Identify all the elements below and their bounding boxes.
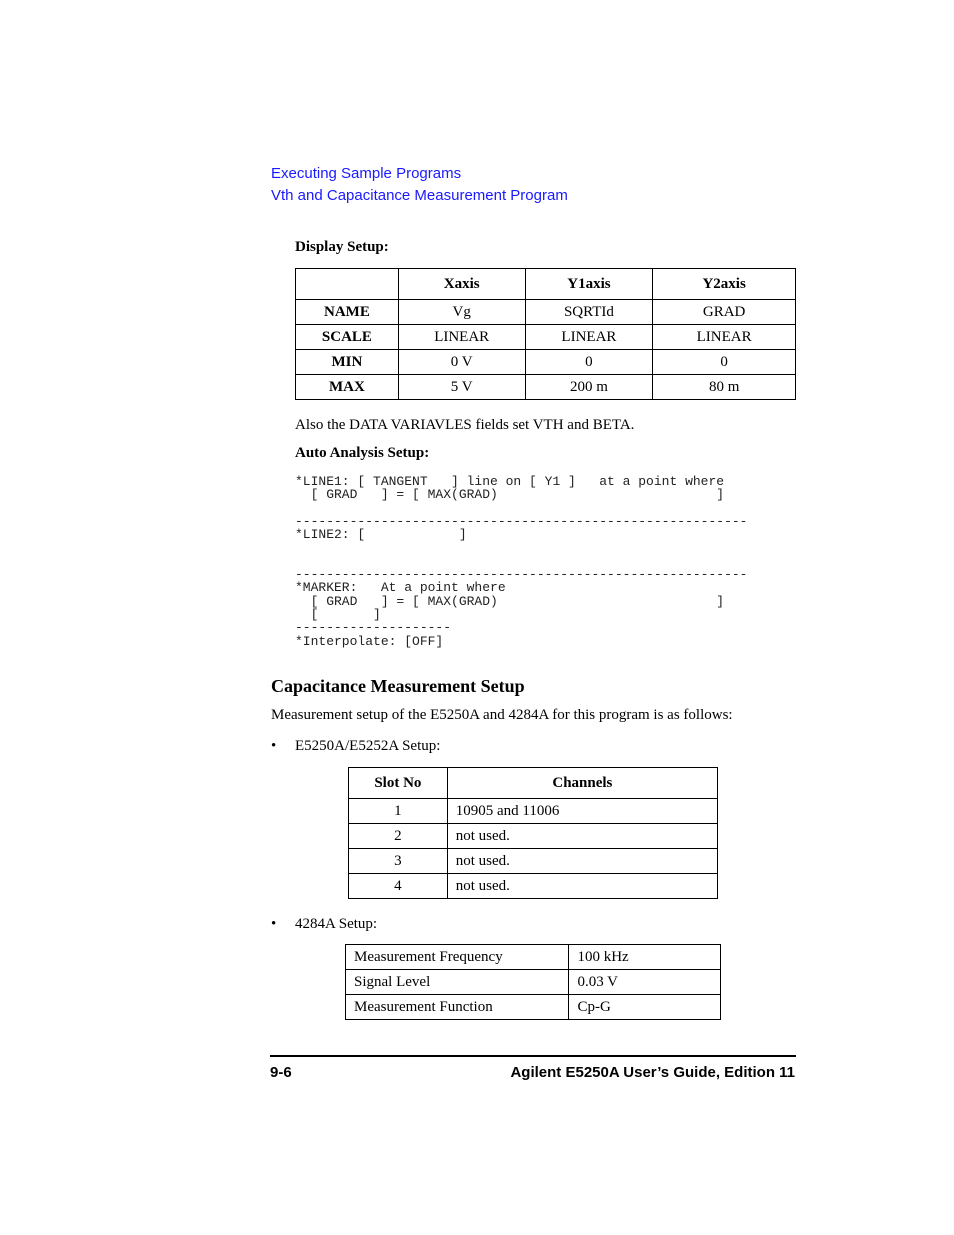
slot-table: [348, 767, 718, 899]
row-label: MIN: [296, 350, 399, 375]
auto-analysis-label: Auto Analysis Setup:: [295, 445, 430, 461]
table-cell: GRAD: [653, 300, 796, 325]
footer-page-number: 9-6: [270, 1064, 292, 1081]
slot-channels: not used.: [447, 824, 717, 849]
table-header-cell: Channels: [447, 768, 717, 799]
table-row: [349, 799, 718, 824]
bullet-e5250a-setup: E5250A/E5252A Setup:: [295, 738, 441, 754]
table-row: [349, 849, 718, 874]
bullet-icon: •: [271, 916, 277, 932]
table-cell: 0: [525, 350, 653, 375]
meter-value: 0.03 V: [569, 970, 721, 995]
slot-channels: not used.: [447, 874, 717, 899]
table-row: [349, 874, 718, 899]
meter-table: [345, 944, 721, 1020]
table-cell: 5 V: [398, 375, 525, 400]
meter-param: Measurement Function: [346, 995, 569, 1020]
table-header-cell: [296, 269, 399, 300]
table-row: [296, 300, 796, 325]
table-header-cell: Y2axis: [653, 269, 796, 300]
table-row: [296, 325, 796, 350]
meter-value: 100 kHz: [569, 945, 721, 970]
table-cell: LINEAR: [398, 325, 525, 350]
display-setup-label: Display Setup:: [295, 239, 389, 255]
table-row: [346, 945, 721, 970]
breadcrumb-section[interactable]: Executing Sample Programs: [271, 165, 462, 182]
table-cell: 0 V: [398, 350, 525, 375]
table-header-cell: Slot No: [349, 768, 448, 799]
data-variables-note: Also the DATA VARIAVLES fields set VTH and BETA.: [295, 417, 635, 433]
table-row: [349, 824, 718, 849]
table-cell: 80 m: [653, 375, 796, 400]
table-header-cell: Y1axis: [525, 269, 653, 300]
slot-number: 4: [349, 874, 448, 899]
table-row: [296, 375, 796, 400]
auto-analysis-code: *LINE1: [ TANGENT ] line on [ Y1 ] at a point where [ GRAD ] = [ MAX(GRAD) ] ---------------------------------------------------------- *LINE2: [ ] ---------------------------------------------------------- *MARKER: At a point where [ GRAD ] = [ MAX(GRAD) ] [ ] -------------------- *Interpolate: [OFF]: [295, 474, 748, 649]
table-header-row: [296, 269, 796, 300]
table-cell: 0: [653, 350, 796, 375]
row-label: MAX: [296, 375, 399, 400]
slot-channels: not used.: [447, 849, 717, 874]
footer-rule: [270, 1055, 796, 1057]
table-row: [346, 995, 721, 1020]
bullet-icon: •: [271, 738, 277, 754]
meter-param: Measurement Frequency: [346, 945, 569, 970]
slot-number: 3: [349, 849, 448, 874]
slot-number: 2: [349, 824, 448, 849]
table-cell: LINEAR: [653, 325, 796, 350]
bullet-4284a-setup: 4284A Setup:: [295, 916, 378, 932]
display-setup-table: [295, 268, 796, 400]
capacitance-intro: Measurement setup of the E5250A and 4284A for this program is as follows:: [271, 707, 733, 723]
meter-param: Signal Level: [346, 970, 569, 995]
table-cell: SQRTId: [525, 300, 653, 325]
meter-value: Cp-G: [569, 995, 721, 1020]
row-label: SCALE: [296, 325, 399, 350]
table-row: [346, 970, 721, 995]
table-header-row: [349, 768, 718, 799]
table-cell: LINEAR: [525, 325, 653, 350]
table-header-cell: Xaxis: [398, 269, 525, 300]
breadcrumb-subsection[interactable]: Vth and Capacitance Measurement Program: [271, 187, 568, 204]
section-heading: Capacitance Measurement Setup: [271, 676, 525, 696]
row-label: NAME: [296, 300, 399, 325]
table-cell: 200 m: [525, 375, 653, 400]
footer-title: Agilent E5250A User’s Guide, Edition 11: [510, 1064, 795, 1081]
table-cell: Vg: [398, 300, 525, 325]
slot-number: 1: [349, 799, 448, 824]
table-row: [296, 350, 796, 375]
slot-channels: 10905 and 11006: [447, 799, 717, 824]
